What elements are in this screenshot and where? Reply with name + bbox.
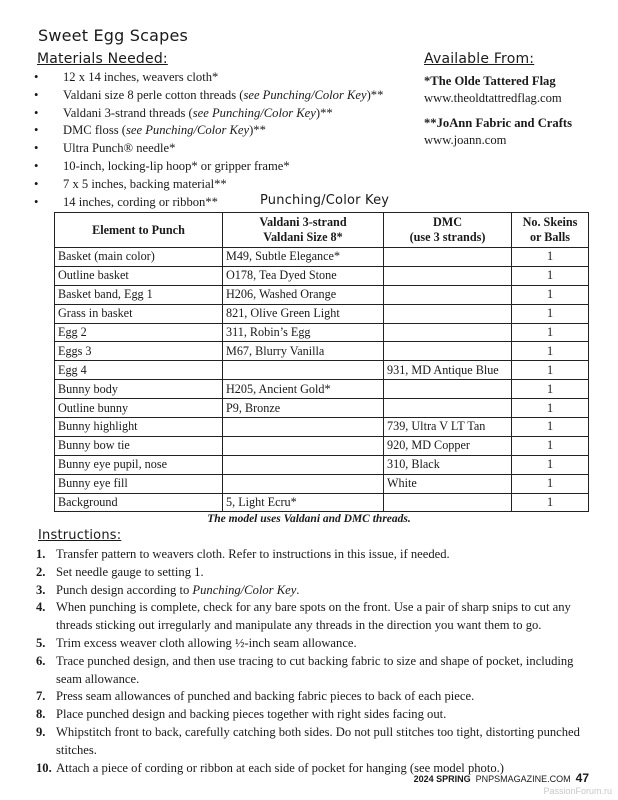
cell-skeins: 1: [512, 436, 589, 455]
table-row: [55, 399, 589, 418]
cell-dmc: 739, Ultra V LT Tan: [384, 418, 512, 437]
cell-valdani: 5, Light Ecru*: [223, 493, 384, 512]
table-row: [55, 323, 589, 342]
cell-skeins: 1: [512, 323, 589, 342]
step-text-end: .: [296, 582, 300, 597]
material-item: [34, 176, 383, 194]
bullet-icon: •: [34, 87, 39, 102]
material-text: Valdani 3-strand threads (: [63, 105, 193, 120]
header-element-label: Element to Punch: [92, 222, 185, 237]
source-url: www.joann.com: [424, 133, 507, 147]
cell-skeins: 1: [512, 474, 589, 493]
footer-site: PNPSMAGAZINE.COM: [475, 774, 571, 784]
source-url: www.theoldtattredflag.com: [424, 91, 562, 105]
cell-skeins: 1: [512, 380, 589, 399]
watermark: PassionForum.ru: [543, 786, 612, 796]
bullet-icon: •: [34, 123, 39, 138]
cell-skeins: 1: [512, 361, 589, 380]
cell-skeins: 1: [512, 418, 589, 437]
color-key-table: [54, 212, 589, 512]
cell-skeins: 1: [512, 248, 589, 267]
header-valdani: [223, 213, 384, 248]
source-name: **JoAnn Fabric and Crafts: [424, 116, 572, 130]
step-text: Transfer pattern to weavers cloth. Refer to instructions in this issue, if needed.: [56, 547, 450, 561]
cell-valdani: M49, Subtle Elegance*: [223, 248, 384, 267]
cell-dmc: 920, MD Copper: [384, 436, 512, 455]
table-row: [55, 380, 589, 399]
table-row: [55, 493, 589, 512]
cell-dmc: [384, 266, 512, 285]
table-row: [55, 418, 589, 437]
header-skeins-line2: or Balls: [529, 230, 571, 244]
page-number: 47: [575, 771, 589, 785]
page-title: Sweet Egg Scapes: [38, 26, 189, 45]
instruction-step: [36, 564, 591, 582]
material-text-italic: see Punching/Color Key: [125, 123, 250, 138]
header-valdani-line2: Valdani Size 8*: [263, 230, 343, 244]
step-text: Set needle gauge to setting 1.: [56, 564, 204, 579]
cell-element: Egg 2: [55, 323, 223, 342]
instructions-heading: Instructions:: [38, 528, 122, 543]
header-valdani-line1: Valdani 3-strand: [259, 215, 347, 229]
step-text: Whipstitch front to back, carefully catching both sides. Do not pull stitches too tight, distorting punched stitches.: [56, 724, 580, 757]
step-number: 9.: [36, 724, 46, 739]
cell-valdani: M67, Blurry Vanilla: [223, 342, 384, 361]
step-number: 6.: [36, 653, 46, 668]
cell-element: Background: [55, 493, 223, 512]
cell-dmc: [384, 304, 512, 323]
bullet-icon: •: [34, 141, 39, 156]
material-text: DMC floss (: [63, 123, 126, 138]
table-row: [55, 436, 589, 455]
instruction-step: [36, 582, 591, 600]
cell-element: Bunny eye pupil, nose: [55, 455, 223, 474]
cell-element: Outline bunny: [55, 399, 223, 418]
material-text-italic: see Punching/Color Key: [192, 105, 316, 120]
step-text: Trim excess weaver cloth allowing ½-inch seam allowance.: [56, 635, 357, 650]
header-skeins: [512, 213, 589, 248]
table-row: [55, 342, 589, 361]
cell-valdani: [223, 361, 384, 380]
cell-element: Bunny eye fill: [55, 474, 223, 493]
cell-element: Outline basket: [55, 266, 223, 285]
material-text: 14 inches, cording or ribbon**: [63, 194, 218, 209]
table-row: [55, 304, 589, 323]
instruction-step: [36, 635, 591, 653]
instruction-step: [36, 599, 591, 635]
materials-heading: Materials Needed:: [37, 51, 168, 67]
materials-list: [34, 69, 383, 211]
cell-valdani: [223, 418, 384, 437]
step-text: When punching is complete, check for any bare spots on the front. Use a pair of sharp snips to cut any threads sticking out irregularly and manipulate any threads in the direction you want them to go.: [56, 600, 571, 633]
material-item: [34, 122, 383, 140]
step-number: 4.: [36, 600, 46, 615]
bullet-icon: •: [34, 176, 39, 191]
cell-dmc: [384, 493, 512, 512]
step-number: 5.: [36, 635, 46, 650]
cell-valdani: [223, 474, 384, 493]
cell-skeins: 1: [512, 266, 589, 285]
cell-dmc: [384, 285, 512, 304]
instruction-step: [36, 653, 591, 689]
material-text-end: )**: [315, 105, 333, 120]
instruction-step: [36, 688, 591, 706]
cell-element: Bunny highlight: [55, 418, 223, 437]
color-key-heading: Punching/Color Key: [260, 193, 390, 208]
color-key-body: [55, 248, 589, 512]
material-text-end: )**: [249, 123, 266, 138]
material-item: [34, 69, 383, 87]
material-text: 12 x 14 inches, weavers cloth*: [63, 70, 219, 84]
cell-element: Egg 4: [55, 361, 223, 380]
table-row: [55, 361, 589, 380]
table-row: [55, 455, 589, 474]
cell-valdani: H206, Washed Orange: [223, 285, 384, 304]
cell-valdani: H205, Ancient Gold*: [223, 380, 384, 399]
cell-skeins: 1: [512, 399, 589, 418]
footer-issue: 2024 SPRING: [413, 774, 471, 784]
page-footer: [414, 771, 589, 785]
material-item: [34, 158, 383, 176]
material-item: [34, 87, 383, 105]
cell-skeins: 1: [512, 285, 589, 304]
bullet-icon: •: [34, 70, 39, 84]
cell-dmc: [384, 399, 512, 418]
model-note: The model uses Valdani and DMC threads.: [207, 513, 411, 525]
cell-element: Grass in basket: [55, 304, 223, 323]
cell-element: Bunny body: [55, 380, 223, 399]
step-text: Attach a piece of cording or ribbon at each side of pocket for hanging (see model photo.): [56, 760, 504, 775]
cell-skeins: 1: [512, 304, 589, 323]
cell-dmc: [384, 380, 512, 399]
cell-element: Bunny bow tie: [55, 436, 223, 455]
cell-valdani: P9, Bronze: [223, 399, 384, 418]
cell-valdani: 821, Olive Green Light: [223, 304, 384, 323]
cell-skeins: 1: [512, 455, 589, 474]
cell-dmc: [384, 342, 512, 361]
cell-valdani: O178, Tea Dyed Stone: [223, 266, 384, 285]
step-text: Trace punched design, and then use tracing to cut backing fabric to size and shape of pocket, including seam allowance.: [56, 653, 574, 686]
step-number: 10.: [36, 760, 52, 775]
header-dmc-line2: (use 3 strands): [409, 230, 486, 244]
cell-dmc: [384, 248, 512, 267]
step-number: 8.: [36, 707, 46, 722]
table-row: [55, 474, 589, 493]
table-header-row: [55, 213, 589, 248]
table-row: [55, 266, 589, 285]
cell-element: Eggs 3: [55, 342, 223, 361]
step-text: Press seam allowances of punched and backing fabric pieces to back of each piece.: [56, 689, 475, 704]
table-row: [55, 248, 589, 267]
instructions-list: [36, 546, 591, 777]
step-number: 1.: [36, 547, 46, 561]
cell-element: Basket band, Egg 1: [55, 285, 223, 304]
material-text: Ultra Punch® needle*: [63, 141, 176, 156]
step-number: 3.: [36, 582, 46, 597]
bullet-icon: •: [34, 194, 39, 209]
bullet-icon: •: [34, 158, 39, 173]
cell-valdani: [223, 455, 384, 474]
instruction-step: [36, 706, 591, 724]
step-number: 2.: [36, 564, 46, 579]
cell-valdani: 311, Robin’s Egg: [223, 323, 384, 342]
source-name: *The Olde Tattered Flag: [424, 74, 556, 88]
material-text-italic: see Punching/Color Key: [243, 87, 367, 102]
cell-skeins: 1: [512, 342, 589, 361]
cell-valdani: [223, 436, 384, 455]
cell-dmc: 310, Black: [384, 455, 512, 474]
instruction-step: [36, 724, 591, 760]
header-dmc: [384, 213, 512, 248]
cell-dmc: White: [384, 474, 512, 493]
material-text: 7 x 5 inches, backing material**: [63, 176, 227, 191]
cell-dmc: [384, 323, 512, 342]
step-text: Place punched design and backing pieces together with right sides facing out.: [56, 707, 447, 722]
step-number: 7.: [36, 689, 46, 704]
material-item: [34, 140, 383, 158]
cell-skeins: 1: [512, 493, 589, 512]
step-text: Punch design according to: [56, 582, 193, 597]
available-heading: Available From:: [424, 51, 535, 67]
material-text: 10-inch, locking-lip hoop* or gripper frame*: [63, 158, 290, 173]
header-skeins-line1: No. Skeins: [522, 215, 578, 229]
material-text-end: )**: [366, 87, 384, 102]
instruction-step: [36, 546, 591, 564]
material-text: Valdani size 8 perle cotton threads (: [63, 87, 244, 102]
cell-element: Basket (main color): [55, 248, 223, 267]
cell-dmc: 931, MD Antique Blue: [384, 361, 512, 380]
table-row: [55, 285, 589, 304]
step-text-italic: Punching/Color Key: [192, 582, 297, 597]
bullet-icon: •: [34, 105, 39, 120]
material-item: [34, 105, 383, 123]
header-dmc-line1: DMC: [432, 215, 463, 229]
header-element: [55, 213, 223, 248]
